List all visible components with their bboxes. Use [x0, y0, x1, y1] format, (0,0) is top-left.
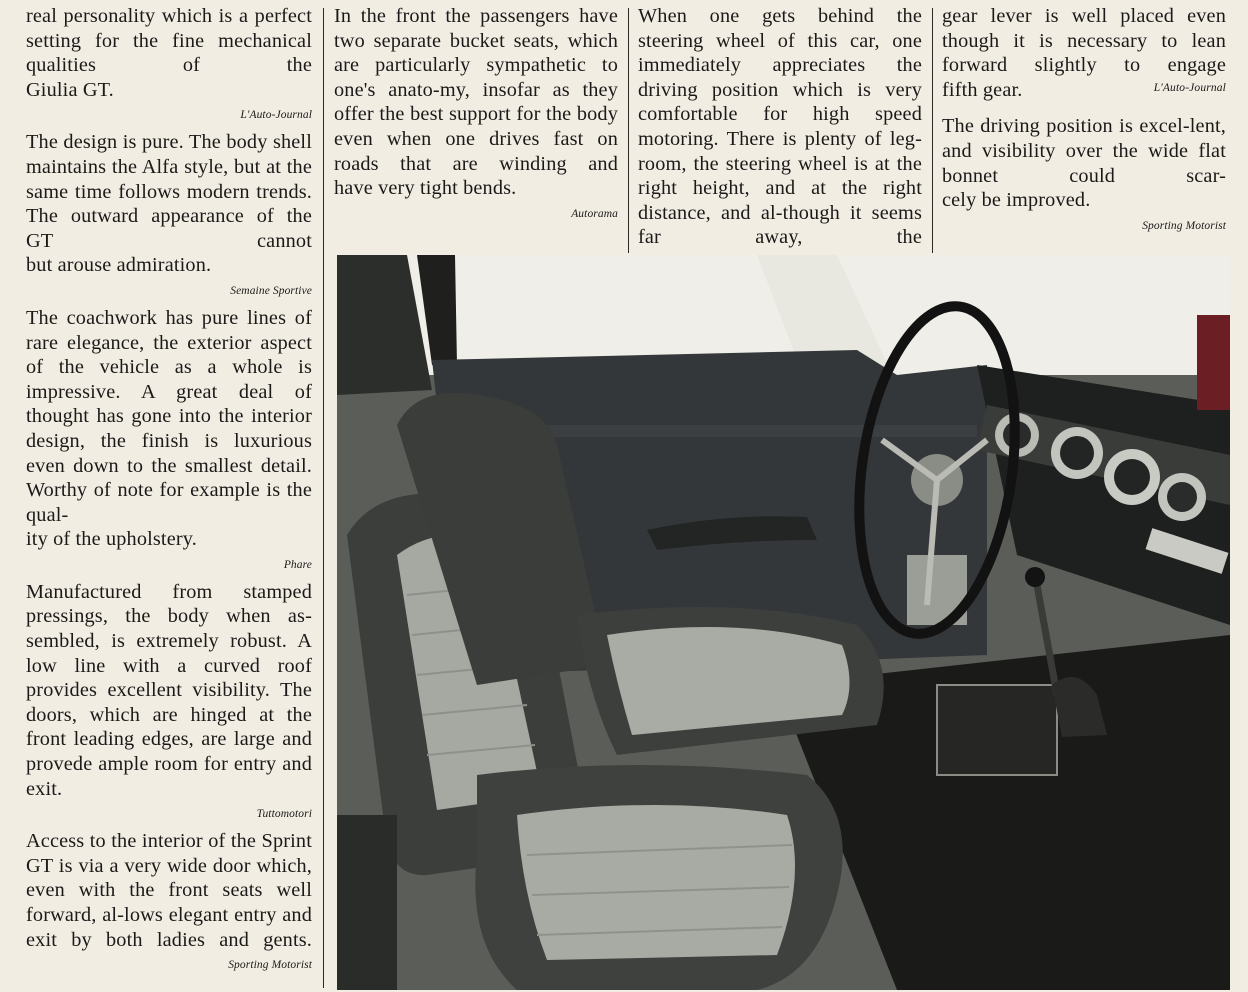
- column-rule: [932, 8, 933, 253]
- car-interior-photo: [337, 255, 1230, 990]
- quote-text: real personality which is a perfect setting for the fine mechanical qualities of the Giulia GT.: [26, 5, 312, 101]
- column-rule: [323, 8, 324, 988]
- quote-source: Semaine Sportive: [230, 284, 312, 297]
- text-column-1: [26, 4, 312, 980]
- quote-source: Sporting Motorist: [228, 959, 312, 972]
- text-column-2: [334, 4, 618, 229]
- quote-source: Phare: [283, 558, 312, 571]
- quote-block: [942, 4, 1226, 102]
- quote-block: [334, 4, 618, 221]
- quote-text: In the front the passengers have two separate bucket seats, which are particularly sympathetic to one's anato-my, insofar as they offer the best support for the body even when one drives fast on roads that are winding and have very tight bends.: [334, 5, 618, 200]
- quote-source: Sporting Motorist: [1142, 219, 1226, 232]
- quote-text: The driving position is excel-lent, and visibility over the wide flat bonnet could scar- cely be improved.: [942, 115, 1226, 212]
- quote-text: The coachwork has pure lines of rare elegance, the exterior aspect of the vehicle as a whole is impressive. A great deal of thought has gone into the interior design, the finish is luxurious even down to the smallest detail. Worthy of note for example is the qual- ity of the upholstery.: [26, 306, 312, 551]
- text-column-3: [638, 4, 922, 258]
- quote-source: Autorama: [571, 207, 618, 220]
- quote-text: The design is pure. The body shell maintains the Alfa style, but at the same time follows modern trends. The outward appearance of the GT cannot but arouse admiration.: [26, 131, 312, 277]
- quote-block: [26, 130, 312, 298]
- quote-source: L'Auto-Journal: [1153, 81, 1226, 94]
- quote-block: [26, 306, 312, 572]
- quote-block: [26, 4, 312, 122]
- quote-block: [26, 829, 312, 972]
- quote-text: Manufactured from stamped pressings, the body when as-sembled, is extremely robust. A low line with a curved roof provides excellent visibility. The doors, which are hinged at the front leading edges, are large and provede ample room for entry and exit.: [26, 580, 312, 800]
- quote-text: When one gets behind the steering wheel of this car, one immediately appreciates the driving position which is very comfortable for high speed motoring. There is plenty of leg-room, the steering wheel is at the right height, and at the right distance, and al-though it seems far away, the: [638, 5, 922, 249]
- text-column-4: [942, 4, 1226, 241]
- quote-block: [942, 114, 1226, 232]
- quote-source: L'Auto-Journal: [240, 109, 312, 122]
- column-rule: [628, 8, 629, 253]
- quote-block: [26, 580, 312, 821]
- quote-text: Access to the interior of the Sprint GT is via a very wide door which, even with the front seats well forward, al-lows elegant entry and exit by both ladies and gents.: [26, 830, 312, 951]
- quote-block: [638, 4, 922, 250]
- quote-text: gear lever is well placed even though it is necessary to lean forward slightly to engage fifth gear. L'Auto-Journal: [942, 5, 1226, 101]
- quote-source: Tuttomotori: [256, 808, 312, 821]
